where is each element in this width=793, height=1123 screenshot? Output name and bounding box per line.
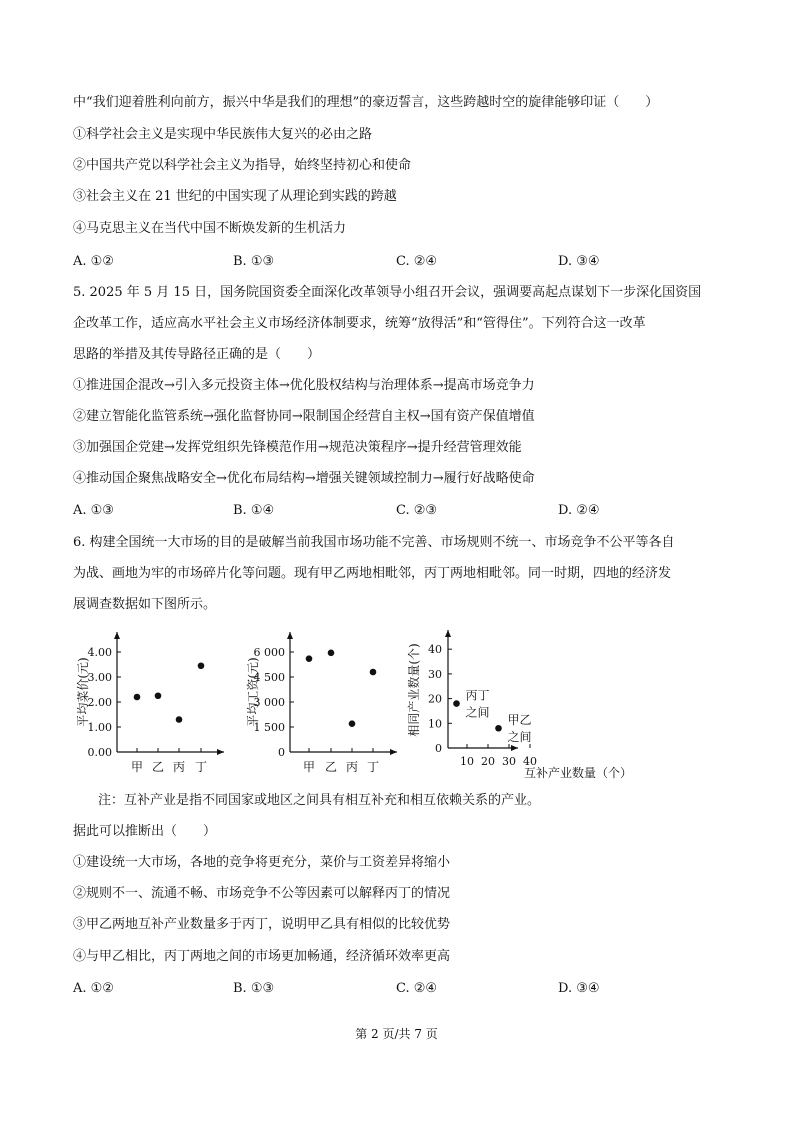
q5-stem: 企改革工作，适应高水平社会主义市场经济体制要求，统筹“放得活”和“管得住”。下列符合这一改革 (73, 316, 646, 331)
q6-option-a: A. ①② (73, 981, 114, 996)
y-axis-label: 平均菜价(元) (76, 657, 90, 727)
data-point (328, 650, 335, 657)
q6-item: ④与甲乙相比，丙丁两地之间的市场更加畅通，经济循环效率更高 (73, 949, 451, 964)
y-tick-label: 10 (428, 717, 442, 731)
q6-lead: 据此可以推断出（ ） (73, 824, 217, 839)
x-axis-label: 互补产业数量（个） (523, 766, 633, 780)
q6-stem: 为战、画地为牢的市场碎片化等问题。现有甲乙两地相毗邻，丙丁两地相毗邻。同一时期，四地的经济发 (73, 566, 672, 581)
y-tick-label: 3 000 (253, 696, 285, 709)
y-tick-label: 20 (428, 692, 442, 706)
y-tick-label: 1 500 (253, 721, 285, 734)
q4-stem: 中“我们迎着胜利向前方，振兴中华是我们的理想”的豪迈誓言，这些跨越时空的旋律能够印证（ ） (73, 95, 659, 110)
x-tick-label: 乙 (324, 760, 338, 774)
q4-item: ②中国共产党以科学社会主义为指导，始终坚持初心和使命 (73, 158, 412, 173)
q6-item: ①建设统一大市场，各地的竞争将更充分，菜价与工资差异将缩小 (73, 855, 451, 870)
y-axis-label: 平均工资(元) (246, 657, 260, 727)
x-tick-label: 30 (502, 755, 516, 768)
x-tick-label: 20 (481, 755, 495, 768)
y-tick-label: 4 500 (253, 671, 285, 684)
y-tick-label: 6 000 (253, 646, 285, 659)
data-point (306, 655, 313, 662)
data-point (453, 700, 460, 707)
x-tick-label: 丙 (345, 760, 359, 774)
y-tick-label: 0.00 (87, 746, 112, 759)
data-point (495, 725, 502, 732)
x-tick-label: 丁 (366, 760, 380, 774)
q4-item: ①科学社会主义是实现中华民族伟大复兴的必由之路 (73, 127, 373, 142)
point-label: 丙丁 (465, 688, 490, 703)
q4-option-a: A. ①② (73, 254, 114, 269)
q6-option-c: C. ②④ (396, 981, 438, 996)
q6-stem: 展调查数据如下图所示。 (73, 597, 217, 612)
x-tick-label: 乙 (151, 760, 165, 774)
y-tick-label: 40 (428, 643, 442, 657)
data-point (155, 692, 162, 699)
y-axis-label: 相同产业数量(个) (407, 643, 421, 737)
data-point (134, 694, 141, 701)
y-tick-label: 0 (435, 742, 442, 755)
x-axis-arrow (217, 749, 224, 755)
q6-note: 注：互补产业是指不同国家或地区之间具有相互补充和相互依赖关系的产业。 (98, 793, 541, 808)
x-tick-label: 甲 (302, 760, 316, 774)
data-point (176, 716, 183, 723)
q5-stem: 5. 2025 年 5 月 15 日，国务院国资委全面深化改革领导小组召开会议，强调要高起点谋划下一步深化国资国 (73, 285, 702, 300)
y-tick-label: 1.00 (87, 721, 112, 734)
data-point (349, 720, 356, 727)
x-axis-arrow (511, 745, 518, 751)
x-tick-label: 丁 (194, 760, 208, 774)
y-tick-label: 3.00 (87, 671, 112, 684)
q5-item: ④推动国企聚焦战略安全→优化布局结构→增强关键领域控制力→履行好战略使命 (73, 471, 535, 486)
x-tick-label: 40 (523, 755, 537, 768)
q5-item: ①推进国企混改→引入多元投资主体→优化股权结构与治理体系→提高市场竞争力 (73, 378, 535, 393)
y-axis-arrow (287, 632, 293, 639)
y-tick-label: 30 (428, 667, 442, 681)
y-tick-label: 2.00 (87, 696, 112, 709)
q4-item: ④马克思主义在当代中国不断焕发新的生机活力 (73, 221, 347, 236)
x-tick-label: 甲 (130, 760, 144, 774)
data-point (198, 662, 205, 669)
page-footer: 第 2 页/共 7 页 (355, 1027, 438, 1041)
x-tick-label: 10 (460, 755, 474, 768)
q5-item: ③加强国企党建→发挥党组织先锋模范作用→规范决策程序→提升经营管理效能 (73, 440, 522, 455)
q6-option-b: B. ①③ (233, 981, 275, 996)
q4-option-c: C. ②④ (396, 254, 438, 269)
data-point (370, 669, 377, 676)
q6-option-d: D. ③④ (558, 981, 600, 996)
q6-item: ②规则不一、流通不畅、市场竞争不公等因素可以解释丙丁的情况 (73, 886, 451, 901)
y-axis-arrow (114, 632, 120, 639)
y-tick-label: 4.00 (87, 646, 112, 659)
q5-option-b: B. ①④ (233, 503, 275, 518)
y-tick-label: 0 (278, 746, 285, 759)
x-axis-arrow (390, 749, 397, 755)
y-axis-arrow (445, 630, 451, 637)
q5-item: ②建立智能化监管系统→强化监督协同→限制国企经营自主权→国有资产保值增值 (73, 409, 535, 424)
q5-option-c: C. ②③ (396, 503, 438, 518)
q5-option-d: D. ②④ (558, 503, 600, 518)
q6-stem: 6. 构建全国统一大市场的目的是破解当前我国市场功能不完善、市场规则不统一、市场竞争不公平等各自 (73, 535, 675, 550)
q6-item: ③甲乙两地互补产业数量多于丙丁，说明甲乙具有相似的比较优势 (73, 917, 451, 932)
point-label: 甲乙 (507, 713, 532, 728)
q4-option-b: B. ①③ (233, 254, 275, 269)
q4-option-d: D. ③④ (558, 254, 600, 269)
q4-item: ③社会主义在 21 世纪的中国实现了从理论到实践的跨越 (73, 189, 397, 204)
x-tick-label: 丙 (172, 760, 186, 774)
point-label: 之间 (465, 705, 490, 720)
q5-stem: 思路的举措及其传导路径正确的是（ ） (73, 347, 321, 362)
point-label: 之间 (507, 730, 532, 745)
q5-option-a: A. ①③ (73, 503, 114, 518)
